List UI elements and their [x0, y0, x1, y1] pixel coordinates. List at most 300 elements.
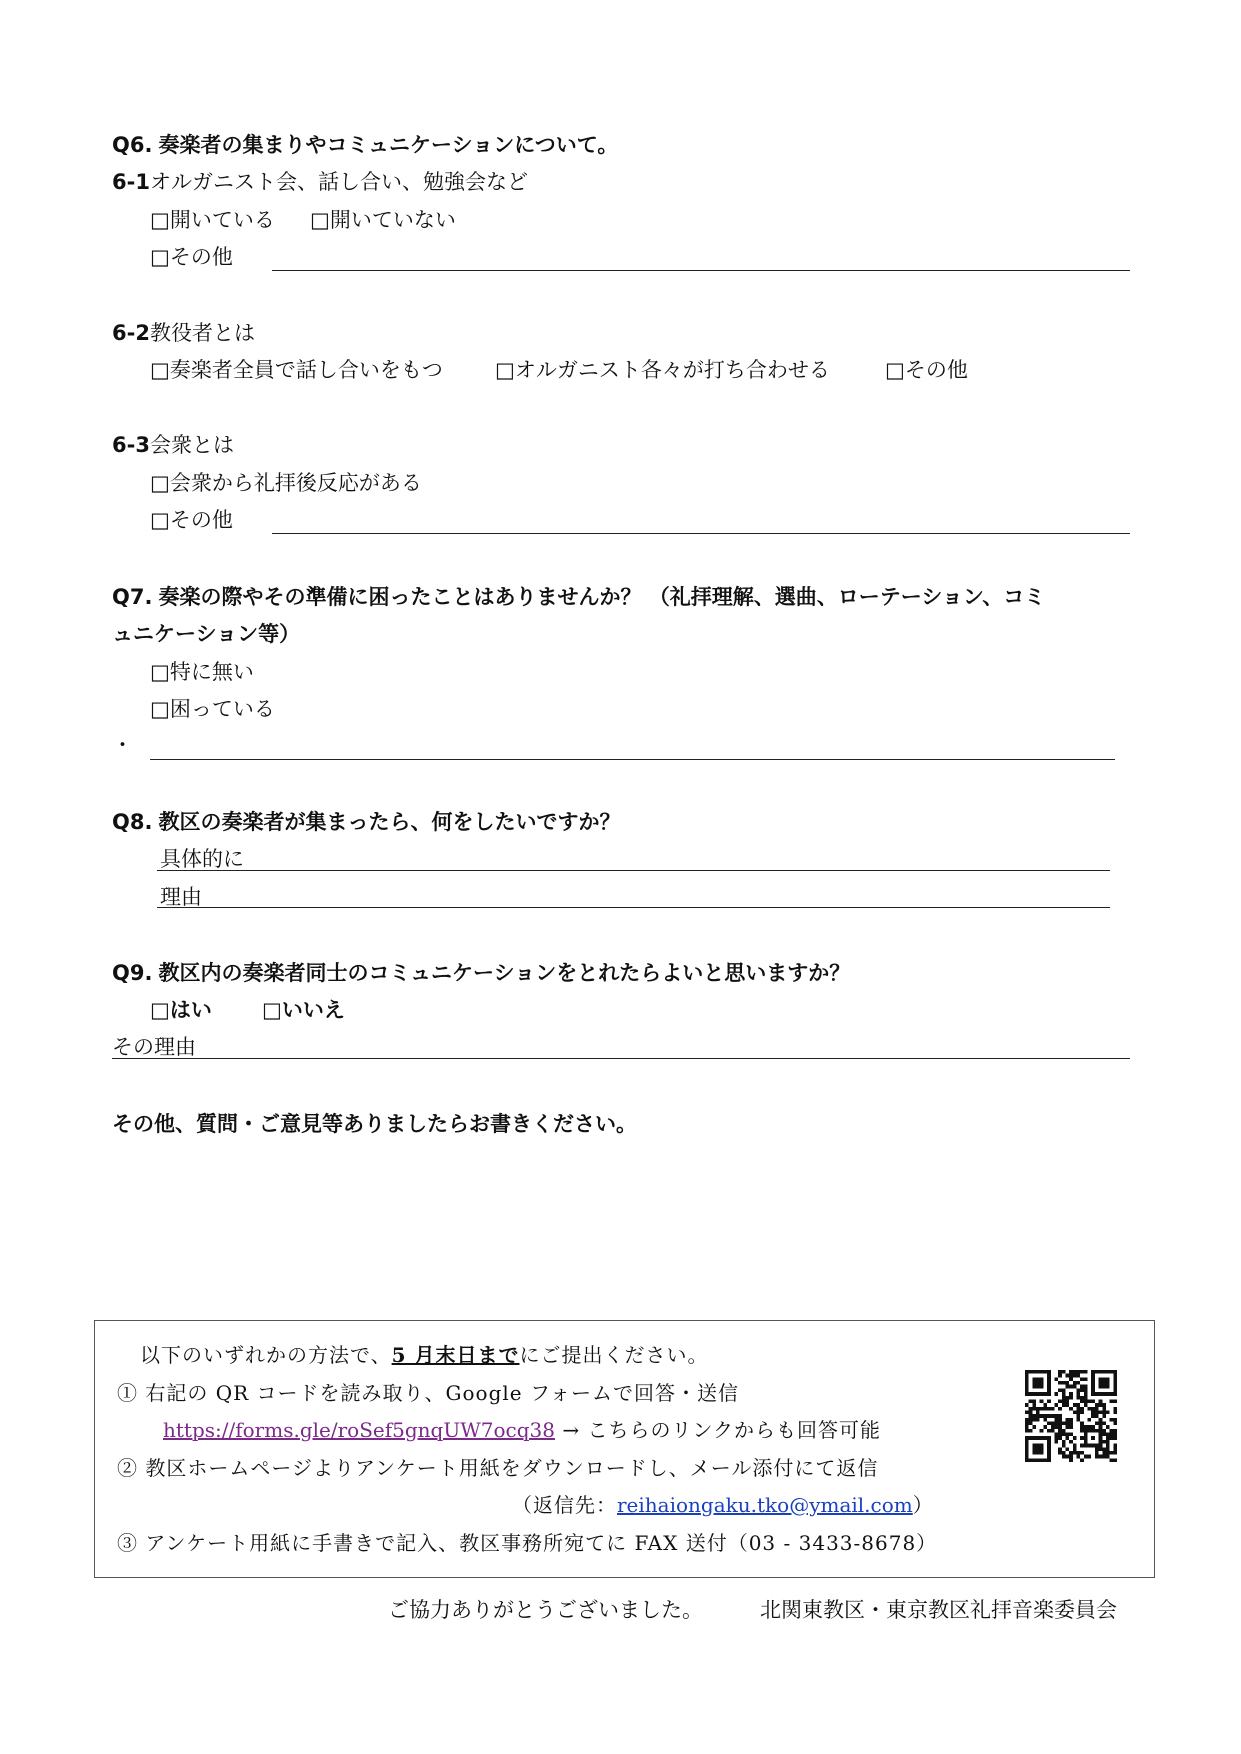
- qr-module: [1084, 1403, 1088, 1407]
- qr-module: [1095, 1403, 1099, 1407]
- qr-module: [1036, 1385, 1040, 1389]
- q6-1-other-answer-line: [272, 270, 1130, 271]
- qr-module: [1040, 1392, 1044, 1396]
- qr-module: [1043, 1418, 1047, 1422]
- qr-module: [1040, 1381, 1044, 1385]
- qr-module: [1077, 1414, 1081, 1418]
- qr-module: [1095, 1451, 1099, 1455]
- qr-module: [1099, 1455, 1103, 1459]
- qr-module: [1047, 1388, 1051, 1392]
- qr-module: [1036, 1444, 1040, 1448]
- qr-module: [1073, 1451, 1077, 1455]
- qr-module: [1077, 1374, 1081, 1378]
- qr-module: [1036, 1377, 1040, 1381]
- qr-module: [1102, 1429, 1106, 1433]
- qr-module: [1077, 1370, 1081, 1374]
- qr-module: [1043, 1370, 1047, 1374]
- qr-module: [1036, 1447, 1040, 1451]
- qr-module: [1102, 1440, 1106, 1444]
- q8-field-reason: 理由: [160, 885, 202, 909]
- qr-module: [1029, 1429, 1033, 1433]
- q7-option-troubled: □困っている: [150, 697, 275, 721]
- qr-module: [1110, 1392, 1114, 1396]
- qr-module: [1106, 1436, 1110, 1440]
- qr-module: [1091, 1399, 1095, 1403]
- qr-module: [1099, 1381, 1103, 1385]
- qr-module: [1062, 1444, 1066, 1448]
- q6-3-other-answer-line: [272, 533, 1130, 534]
- qr-module: [1106, 1385, 1110, 1389]
- qr-module: [1036, 1418, 1040, 1422]
- qr-module: [1054, 1425, 1058, 1429]
- qr-module: [1025, 1451, 1029, 1455]
- qr-module: [1069, 1377, 1073, 1381]
- qr-module: [1047, 1436, 1051, 1440]
- qr-module: [1113, 1444, 1117, 1448]
- qr-module: [1095, 1370, 1099, 1374]
- qr-module: [1084, 1399, 1088, 1403]
- q9-label: Q9.: [112, 961, 153, 985]
- qr-module: [1080, 1422, 1084, 1426]
- qr-module: [1032, 1425, 1036, 1429]
- qr-module: [1091, 1388, 1095, 1392]
- q7-option-none: □特に無い: [150, 660, 254, 684]
- q9-heading: [112, 960, 850, 986]
- qr-module: [1095, 1414, 1099, 1418]
- q6-2-option-all-discuss: □奏楽者全員で話し合いをもつ: [150, 358, 443, 382]
- qr-module: [1106, 1377, 1110, 1381]
- qr-module: [1113, 1429, 1117, 1433]
- qr-module: [1025, 1388, 1029, 1392]
- qr-module: [1113, 1436, 1117, 1440]
- qr-module: [1088, 1429, 1092, 1433]
- q6-1-label: 6-1: [112, 170, 150, 194]
- q9-option-yes: □はい: [150, 998, 212, 1022]
- qr-module: [1025, 1392, 1029, 1396]
- qr-module: [1102, 1455, 1106, 1459]
- qr-module: [1095, 1447, 1099, 1451]
- qr-module: [1047, 1385, 1051, 1389]
- qr-module: [1058, 1418, 1062, 1422]
- q8-field-specifics: 具体的に: [160, 847, 244, 871]
- google-form-link[interactable]: https://forms.gle/roSef5gnqUW7ocq38: [163, 1418, 555, 1442]
- q9-reason-label: その理由: [112, 1035, 196, 1059]
- qr-module: [1080, 1407, 1084, 1411]
- qr-module: [1065, 1455, 1069, 1459]
- qr-module: [1113, 1451, 1117, 1455]
- qr-module: [1025, 1425, 1029, 1429]
- qr-module: [1058, 1388, 1062, 1392]
- qr-module: [1025, 1374, 1029, 1378]
- qr-module: [1058, 1422, 1062, 1426]
- q9-reason-answer-line: [112, 1058, 1130, 1059]
- qr-module: [1043, 1403, 1047, 1407]
- qr-module: [1058, 1374, 1062, 1378]
- method-2: ② 教区ホームページよりアンケート用紙をダウンロードし、メール添付にて返信: [117, 1456, 879, 1480]
- qr-module: [1032, 1436, 1036, 1440]
- qr-module: [1025, 1429, 1029, 1433]
- qr-module: [1058, 1425, 1062, 1429]
- qr-module: [1065, 1403, 1069, 1407]
- method-3: ③ アンケート用紙に手書きで記入、教区事務所宛てに FAX 送付（03 ‐ 3433-8678）: [117, 1531, 938, 1555]
- qr-module: [1025, 1436, 1029, 1440]
- qr-module: [1091, 1436, 1095, 1440]
- qr-module: [1032, 1458, 1036, 1462]
- qr-module: [1062, 1451, 1066, 1455]
- qr-module: [1029, 1414, 1033, 1418]
- qr-module: [1054, 1392, 1058, 1396]
- submission-intro: [140, 1342, 709, 1368]
- q7-title-line2: ュニケーション等）: [112, 622, 301, 646]
- qr-module: [1065, 1399, 1069, 1403]
- qr-module: [1032, 1381, 1036, 1385]
- qr-module: [1029, 1436, 1033, 1440]
- qr-module: [1084, 1455, 1088, 1459]
- qr-module: [1091, 1414, 1095, 1418]
- qr-module: [1051, 1422, 1055, 1426]
- qr-module: [1110, 1399, 1114, 1403]
- qr-module: [1102, 1433, 1106, 1437]
- qr-module: [1051, 1407, 1055, 1411]
- qr-module: [1102, 1385, 1106, 1389]
- footer-committee: 北関東教区・東京教区礼拝音楽委員会: [760, 1598, 1117, 1622]
- qr-module: [1032, 1403, 1036, 1407]
- qr-module: [1102, 1377, 1106, 1381]
- qr-module: [1065, 1381, 1069, 1385]
- qr-module: [1047, 1451, 1051, 1455]
- qr-module: [1040, 1447, 1044, 1451]
- qr-module: [1106, 1433, 1110, 1437]
- qr-module: [1043, 1414, 1047, 1418]
- qr-module: [1113, 1370, 1117, 1374]
- qr-module: [1062, 1388, 1066, 1392]
- qr-module: [1065, 1385, 1069, 1389]
- qr-module: [1099, 1425, 1103, 1429]
- qr-module: [1062, 1399, 1066, 1403]
- qr-module: [1032, 1414, 1036, 1418]
- qr-module: [1080, 1388, 1084, 1392]
- qr-module: [1084, 1377, 1088, 1381]
- q6-1-option-not-open: □開いていない: [310, 208, 456, 232]
- q6-3-text: 会衆とは: [150, 433, 234, 457]
- qr-module: [1069, 1396, 1073, 1400]
- qr-module: [1077, 1396, 1081, 1400]
- qr-module: [1080, 1451, 1084, 1455]
- qr-module: [1091, 1385, 1095, 1389]
- q6-1-option-open: □開いている: [150, 208, 275, 232]
- closing-request: その他、質問・ご意見等ありましたらお書きください。: [112, 1112, 637, 1136]
- qr-module: [1065, 1422, 1069, 1426]
- qr-module: [1058, 1381, 1062, 1385]
- qr-module: [1047, 1392, 1051, 1396]
- qr-module: [1102, 1381, 1106, 1385]
- qr-module: [1040, 1444, 1044, 1448]
- qr-module: [1058, 1414, 1062, 1418]
- q6-3-label: 6-3: [112, 433, 150, 457]
- qr-module: [1077, 1410, 1081, 1414]
- qr-module: [1073, 1447, 1077, 1451]
- qr-module: [1106, 1410, 1110, 1414]
- qr-module: [1040, 1451, 1044, 1455]
- qr-module: [1040, 1385, 1044, 1389]
- qr-module: [1043, 1458, 1047, 1462]
- qr-module: [1069, 1370, 1073, 1374]
- qr-module: [1025, 1444, 1029, 1448]
- qr-module: [1106, 1440, 1110, 1444]
- qr-module: [1051, 1425, 1055, 1429]
- qr-module: [1032, 1399, 1036, 1403]
- q6-1-text: オルガニスト会、話し合い、勉強会など: [150, 170, 528, 194]
- q9-title: 教区内の奏楽者同士のコミュニケーションをとれたらよいと思いますか？: [158, 961, 851, 985]
- qr-module: [1113, 1385, 1117, 1389]
- qr-module: [1084, 1392, 1088, 1396]
- qr-module: [1043, 1407, 1047, 1411]
- qr-module: [1099, 1377, 1103, 1381]
- qr-module: [1110, 1458, 1114, 1462]
- qr-module: [1065, 1396, 1069, 1400]
- qr-module: [1077, 1381, 1081, 1385]
- qr-module: [1047, 1447, 1051, 1451]
- qr-module: [1062, 1429, 1066, 1433]
- qr-module: [1058, 1370, 1062, 1374]
- qr-module: [1069, 1374, 1073, 1378]
- qr-module: [1095, 1392, 1099, 1396]
- qr-module: [1084, 1440, 1088, 1444]
- qr-module: [1036, 1381, 1040, 1385]
- qr-module: [1099, 1418, 1103, 1422]
- qr-module: [1032, 1418, 1036, 1422]
- qr-module: [1099, 1433, 1103, 1437]
- qr-module: [1043, 1392, 1047, 1396]
- qr-module: [1110, 1451, 1114, 1455]
- qr-module: [1032, 1370, 1036, 1374]
- qr-module: [1106, 1444, 1110, 1448]
- qr-module: [1036, 1436, 1040, 1440]
- qr-module: [1065, 1447, 1069, 1451]
- qr-module: [1113, 1433, 1117, 1437]
- qr-module: [1029, 1418, 1033, 1422]
- qr-module: [1080, 1458, 1084, 1462]
- qr-module: [1054, 1433, 1058, 1437]
- qr-module: [1058, 1436, 1062, 1440]
- qr-module: [1036, 1407, 1040, 1411]
- qr-module: [1091, 1377, 1095, 1381]
- qr-module: [1102, 1451, 1106, 1455]
- qr-module: [1040, 1407, 1044, 1411]
- qr-module: [1095, 1429, 1099, 1433]
- q6-label: Q6.: [112, 133, 153, 157]
- qr-module: [1084, 1444, 1088, 1448]
- qr-module: [1036, 1392, 1040, 1396]
- qr-module: [1080, 1399, 1084, 1403]
- qr-module: [1054, 1422, 1058, 1426]
- qr-module: [1047, 1440, 1051, 1444]
- qr-module: [1088, 1455, 1092, 1459]
- qr-module: [1029, 1370, 1033, 1374]
- q7-heading: [112, 584, 1045, 610]
- qr-module: [1084, 1385, 1088, 1389]
- q8-specifics-answer-line: [157, 870, 1110, 871]
- qr-module: [1047, 1407, 1051, 1411]
- qr-module: [1102, 1414, 1106, 1418]
- footer-thanks: ご協力ありがとうございました。: [388, 1598, 703, 1622]
- qr-module: [1043, 1425, 1047, 1429]
- qr-module: [1069, 1433, 1073, 1437]
- qr-module: [1025, 1422, 1029, 1426]
- qr-module: [1084, 1388, 1088, 1392]
- qr-module: [1051, 1414, 1055, 1418]
- qr-module: [1025, 1370, 1029, 1374]
- qr-module: [1036, 1414, 1040, 1418]
- qr-module: [1099, 1385, 1103, 1389]
- qr-module: [1062, 1381, 1066, 1385]
- q6-2-heading: [112, 320, 255, 346]
- qr-module: [1091, 1444, 1095, 1448]
- qr-module: [1080, 1377, 1084, 1381]
- qr-module: [1099, 1422, 1103, 1426]
- qr-module: [1110, 1433, 1114, 1437]
- qr-code[interactable]: [1025, 1370, 1117, 1462]
- qr-module: [1113, 1418, 1117, 1422]
- qr-module: [1113, 1447, 1117, 1451]
- qr-module: [1091, 1407, 1095, 1411]
- qr-module: [1062, 1422, 1066, 1426]
- qr-module: [1077, 1388, 1081, 1392]
- qr-module: [1102, 1392, 1106, 1396]
- q9-option-no: □いいえ: [262, 998, 345, 1022]
- qr-module: [1047, 1399, 1051, 1403]
- q6-1-option-other: □その他: [150, 245, 233, 269]
- qr-module: [1047, 1414, 1051, 1418]
- qr-module: [1032, 1377, 1036, 1381]
- qr-module: [1069, 1440, 1073, 1444]
- q8-title: 教区の奏楽者が集まったら、何をしたいですか？: [158, 810, 621, 834]
- qr-module: [1025, 1440, 1029, 1444]
- qr-module: [1032, 1392, 1036, 1396]
- qr-module: [1069, 1455, 1073, 1459]
- qr-module: [1073, 1444, 1077, 1448]
- qr-module: [1069, 1385, 1073, 1389]
- qr-module: [1029, 1458, 1033, 1462]
- qr-module: [1077, 1392, 1081, 1396]
- qr-module: [1077, 1407, 1081, 1411]
- qr-module: [1113, 1392, 1117, 1396]
- qr-module: [1106, 1455, 1110, 1459]
- qr-module: [1073, 1436, 1077, 1440]
- qr-module: [1065, 1425, 1069, 1429]
- q6-3-option-feedback: □会衆から礼拝後反応がある: [150, 471, 422, 495]
- qr-module: [1113, 1458, 1117, 1462]
- qr-module: [1102, 1422, 1106, 1426]
- qr-module: [1047, 1377, 1051, 1381]
- qr-module: [1065, 1436, 1069, 1440]
- qr-module: [1054, 1436, 1058, 1440]
- qr-module: [1062, 1433, 1066, 1437]
- qr-module: [1032, 1385, 1036, 1389]
- qr-module: [1054, 1440, 1058, 1444]
- qr-module: [1095, 1407, 1099, 1411]
- qr-module: [1062, 1392, 1066, 1396]
- qr-module: [1113, 1374, 1117, 1378]
- qr-module: [1029, 1422, 1033, 1426]
- qr-module: [1095, 1444, 1099, 1448]
- qr-module: [1110, 1418, 1114, 1422]
- qr-module: [1040, 1377, 1044, 1381]
- q6-2-label: 6-2: [112, 321, 150, 345]
- qr-module: [1110, 1429, 1114, 1433]
- qr-module: [1095, 1422, 1099, 1426]
- q7-answer-line: [150, 759, 1115, 760]
- qr-module: [1058, 1447, 1062, 1451]
- qr-module: [1080, 1436, 1084, 1440]
- qr-module: [1080, 1385, 1084, 1389]
- qr-module: [1088, 1399, 1092, 1403]
- intro-prefix: 以下のいずれかの方法で、: [140, 1343, 392, 1367]
- qr-module: [1062, 1440, 1066, 1444]
- qr-module: [1051, 1429, 1055, 1433]
- qr-module: [1040, 1436, 1044, 1440]
- qr-module: [1065, 1374, 1069, 1378]
- q6-2-option-organists-meet: □オルガニスト各々が打ち合わせる: [495, 358, 830, 382]
- qr-module: [1065, 1418, 1069, 1422]
- qr-module: [1113, 1388, 1117, 1392]
- qr-module: [1029, 1410, 1033, 1414]
- qr-module: [1069, 1418, 1073, 1422]
- qr-module: [1058, 1407, 1062, 1411]
- reply-prefix: （返信先：: [512, 1493, 617, 1517]
- qr-module: [1058, 1451, 1062, 1455]
- qr-module: [1080, 1410, 1084, 1414]
- qr-module: [1047, 1455, 1051, 1459]
- qr-module: [1036, 1458, 1040, 1462]
- qr-module: [1095, 1455, 1099, 1459]
- qr-module: [1088, 1418, 1092, 1422]
- deadline: 5 月末日まで: [391, 1343, 520, 1367]
- qr-module: [1084, 1429, 1088, 1433]
- reply-email-link[interactable]: reihaiongaku.tko@ymail.com: [617, 1493, 913, 1517]
- qr-module: [1025, 1403, 1029, 1407]
- qr-module: [1040, 1399, 1044, 1403]
- qr-module: [1043, 1436, 1047, 1440]
- qr-module: [1095, 1410, 1099, 1414]
- qr-module: [1102, 1410, 1106, 1414]
- qr-module: [1040, 1370, 1044, 1374]
- qr-module: [1113, 1407, 1117, 1411]
- qr-module: [1054, 1403, 1058, 1407]
- qr-module: [1110, 1370, 1114, 1374]
- qr-module: [1025, 1410, 1029, 1414]
- qr-module: [1069, 1422, 1073, 1426]
- qr-module: [1113, 1377, 1117, 1381]
- qr-module: [1102, 1370, 1106, 1374]
- q8-heading: [112, 809, 620, 835]
- qr-module: [1025, 1418, 1029, 1422]
- qr-module: [1091, 1429, 1095, 1433]
- qr-module: [1032, 1444, 1036, 1448]
- qr-module: [1047, 1370, 1051, 1374]
- q6-title: 奏楽者の集まりやコミュニケーションについて。: [158, 133, 619, 157]
- qr-module: [1036, 1410, 1040, 1414]
- qr-module: [1106, 1451, 1110, 1455]
- qr-module: [1025, 1458, 1029, 1462]
- qr-module: [1088, 1407, 1092, 1411]
- qr-module: [1047, 1374, 1051, 1378]
- qr-module: [1054, 1377, 1058, 1381]
- qr-module: [1091, 1370, 1095, 1374]
- qr-module: [1080, 1396, 1084, 1400]
- qr-module: [1084, 1396, 1088, 1400]
- qr-module: [1080, 1444, 1084, 1448]
